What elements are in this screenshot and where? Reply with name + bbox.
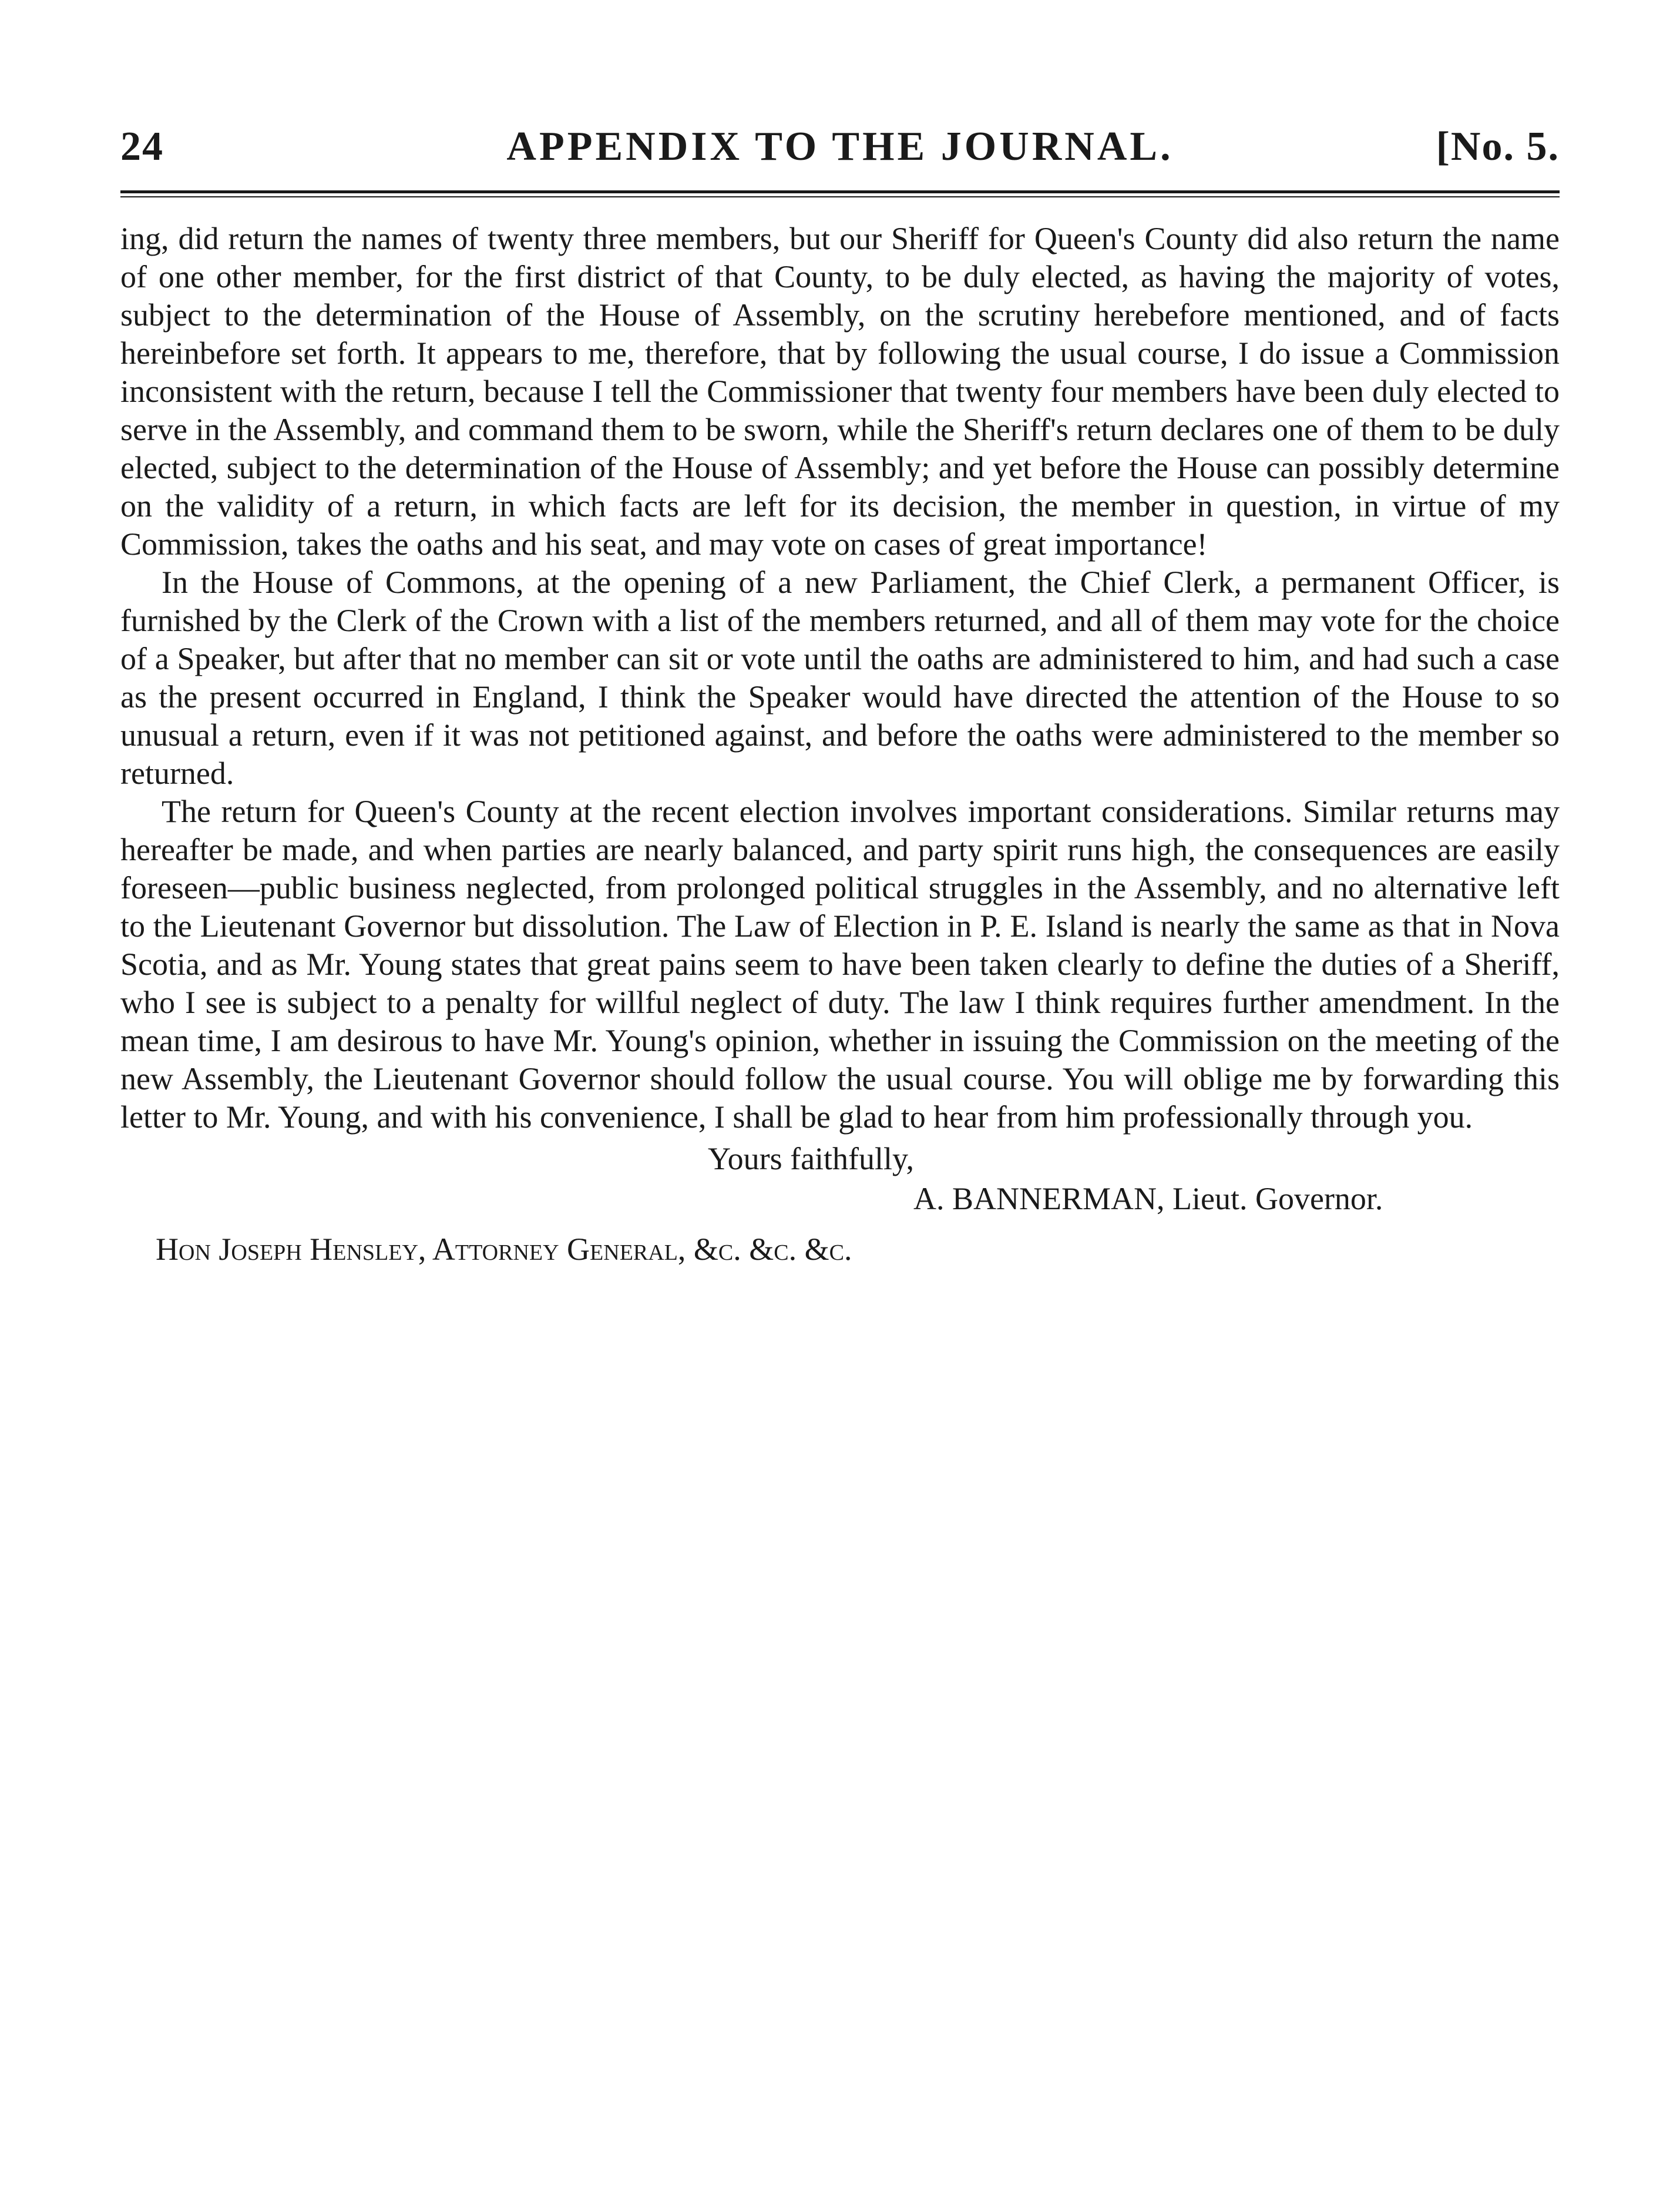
letter-body [120, 220, 1560, 1136]
header-rule [120, 190, 1560, 197]
letter-closing [120, 1139, 1560, 1219]
document-number: [No. 5. [1436, 124, 1560, 169]
paragraph: The return for Queen's County at the recent election involves important considerations. Similar returns may hereafter be made, and when parties are nearly balanced, and party spirit runs high, the consequences are easily foreseen—public business neglected, from prolonged political struggles in the Assembly, and no alternative left to the Lieutenant Governor but dissolution. The Law of Election in P. E. Island is nearly the same as that in Nova Scotia, and as Mr. Young states that great pains seem to have been taken clearly to define the duties of a Sheriff, who I see is subject to a penalty for willful neglect of duty. The law I think requires further amendment. In the mean time, I am desirous to have Mr. Young's opinion, whether in issuing the Commission on the meeting of the new Assembly, the Lieutenant Governor should follow the usual course. You will oblige me by forwarding this letter to Mr. Young, and with his convenience, I shall be glad to hear from him professionally through you. [120, 794, 1560, 1135]
paragraph: In the House of Commons, at the opening of a new Parliament, the Chief Clerk, a permanent Officer, is furnished by the Clerk of the Crown with a list of the members returned, and all of them may vote for the choice of a Speaker, but after that no member can sit or vote until the oaths are administered to him, and had such a case as the present occurred in England, I think the Speaker would have directed the attention of the House to so unusual a return, even if it was not petitioned against, and before the oaths were administered to the member so returned. [120, 565, 1560, 791]
header-title: APPENDIX TO THE JOURNAL. [506, 124, 1174, 169]
signature: A. BANNERMAN, Lieut. Governor. [913, 1181, 1383, 1216]
running-header [120, 118, 1560, 182]
addressee: Hon Joseph Hensley, Attorney General, &c. &c. &c. [156, 1232, 852, 1267]
paragraph: ing, did return the names of twenty three members, but our Sheriff for Queen's County did also return the name of one other member, for the first district of that County, to be duly elected, as having the majority of votes, subject to the determination of the House of Assembly, on the scrutiny herebefore mentioned, and of facts hereinbefore set forth. It appears to me, therefore, that by following the usual course, I do issue a Commission inconsistent with the return, because I tell the Commissioner that twenty four members have been duly elected to serve in the Assembly, and command them to be sworn, while the Sheriff's return declares one of them to be duly elected, subject to the determination of the House of Assembly; and yet before the House can possibly determine on the validity of a return, in which facts are left for its decision, the member in question, in virtue of my Commission, takes the oaths and his seat, and may vote on cases of great importance! [120, 221, 1560, 562]
page-number: 24 [120, 124, 164, 169]
document-page [120, 118, 1560, 1269]
salutation: Yours faithfully, [708, 1141, 915, 1176]
